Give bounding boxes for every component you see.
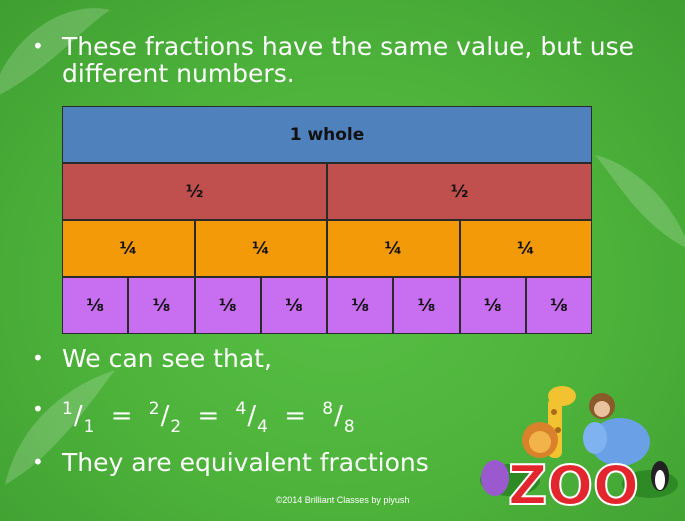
eighth-bar: ⅛: [526, 277, 592, 334]
bullet-dot: •: [32, 397, 44, 421]
fraction-slash: /: [334, 401, 343, 431]
numerator: 1: [62, 399, 73, 419]
eighths-row: [62, 277, 592, 334]
bullet-see: [32, 345, 272, 372]
bullet-intro: [32, 33, 652, 87]
eighth-bar: ⅛: [195, 277, 261, 334]
whole-bar: 1 whole: [62, 106, 592, 163]
equals-sign: =: [197, 401, 220, 431]
bullet-dot: •: [32, 346, 44, 370]
bullet-see-text: We can see that,: [62, 344, 272, 373]
fraction-slash: /: [160, 401, 170, 431]
quarter-bar: ¼: [62, 220, 195, 277]
eighth-bar: ⅛: [327, 277, 393, 334]
half-bar: ½: [62, 163, 327, 220]
leaf-decoration-icon: [590, 140, 685, 260]
bullet-conclusion: [32, 449, 429, 476]
bullet-intro-text: These fractions have the same value, but use different numbers.: [62, 32, 635, 88]
denominator: 4: [257, 417, 268, 437]
quarter-bar: ¼: [195, 220, 328, 277]
fraction-slash: /: [73, 401, 83, 431]
denominator: 1: [83, 417, 95, 437]
quarter-bar: ¼: [460, 220, 593, 277]
bullet-equation: [32, 396, 355, 441]
numerator: 4: [235, 399, 247, 419]
copyright-footer: ©2014 Brilliant Classes by piyush: [275, 495, 410, 505]
equation: [62, 396, 355, 441]
eighth-bar: ⅛: [261, 277, 327, 334]
quarter-bar: ¼: [327, 220, 460, 277]
fraction-slash: /: [247, 401, 257, 431]
eighth-bar: ⅛: [128, 277, 194, 334]
eighth-bar: ⅛: [393, 277, 459, 334]
halves-row: [62, 163, 592, 220]
quarters-row: [62, 220, 592, 277]
zoo-logo-text: ZOO: [508, 454, 639, 515]
equals-sign: =: [110, 401, 133, 431]
bullet-dot: •: [32, 34, 44, 58]
half-bar: ½: [327, 163, 592, 220]
bullet-dot: •: [32, 450, 44, 474]
bullet-conclusion-text: They are equivalent fractions: [62, 448, 429, 477]
whole-row: [62, 106, 592, 163]
eighth-bar: ⅛: [460, 277, 526, 334]
numerator: 2: [148, 399, 160, 419]
denominator: 8: [343, 417, 355, 437]
fraction-bars: [62, 106, 592, 334]
eighth-bar: ⅛: [62, 277, 128, 334]
equals-sign: =: [284, 401, 306, 431]
denominator: 2: [170, 417, 182, 437]
numerator: 8: [322, 399, 334, 419]
